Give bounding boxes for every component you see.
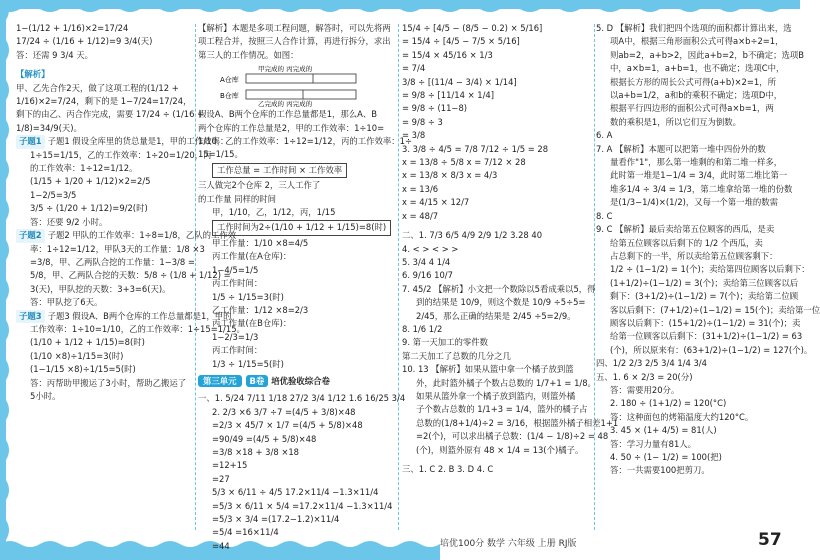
text-line: 【解析】本题是多项工程问题，解答时，可以先将两 bbox=[198, 23, 391, 33]
text-line: x = 13/8 ÷ 5/8 x = 7/12 × 28 bbox=[402, 157, 526, 168]
text-line: 到的结果是 10/9，则这个数是 10/9 ÷5÷5= bbox=[416, 297, 586, 308]
text-line: 3/5 ÷ (1/20 + 1/12)=9/2(时) bbox=[30, 203, 148, 214]
text-line: 给第五位顾客以后剩下的 1/2 个西瓜，卖 bbox=[610, 237, 763, 248]
text-line: 5/3 × 6/11 ÷ 4/5 17.2×11/4 −1.3×11/4 bbox=[212, 487, 379, 498]
text-line: 2/45，那么正确的结果是 2/45 ÷5=2/9。 bbox=[416, 310, 576, 321]
text-line: 15/4 ÷ [4/5 − (8/5 − 0.2) × 5/16] bbox=[402, 23, 543, 33]
text-line: 四、1/2 2/3 2/5 3/4 1/4 3/4 bbox=[596, 358, 707, 369]
text-line: 丙工作时间： bbox=[212, 278, 263, 289]
column-2 bbox=[198, 22, 412, 553]
text-line: 1/10，乙的工作效率：1÷12=1/12，丙的工作效率：1÷ bbox=[198, 136, 412, 147]
text-line: = 9/8 ÷ (11−8) bbox=[402, 103, 468, 114]
text-line: x = 48/7 bbox=[402, 210, 439, 221]
text-line: 答：这种面包的烤箱温度大约120°C。 bbox=[610, 411, 754, 422]
page-number: 57 bbox=[758, 530, 782, 550]
text-line: 答：还需 9 3/4 天。 bbox=[16, 49, 94, 60]
text-line: 3/8 ÷ [(11/4 − 3/4) × 1/14] bbox=[402, 76, 517, 87]
text-line: 答：还要 9/2 小时。 bbox=[30, 216, 108, 227]
text-line: 9. 第一天加工的零件数 bbox=[402, 337, 489, 348]
text-line: = 3/8 bbox=[402, 130, 426, 141]
text-line: 答：学习力量有81人。 bbox=[610, 438, 697, 449]
text-line: 剩下：(3+1/2)÷(1−1/2) = 7(个)；卖给第二位顾 bbox=[610, 291, 799, 302]
text-line: =90/49 =(4/5 + 5/8)×48 bbox=[212, 433, 317, 444]
text-line: (1/10 + 1/12 + 1/15)=8(时) bbox=[30, 337, 145, 348]
text-line: 答：需要用20分。 bbox=[610, 384, 680, 395]
text-line: 甲，1/10，乙，1/12，丙，1/15 bbox=[212, 207, 336, 218]
text-line: = 9/8 ÷ [11/14 × 1/4] bbox=[402, 90, 494, 101]
text-line: x = 4/15 × 12/7 bbox=[402, 197, 470, 208]
paper-label: B卷 bbox=[246, 375, 269, 387]
time-box: 工作时间为2÷(1/10 + 1/12 + 1/15)=8(时) bbox=[212, 220, 391, 235]
subproblem-tag: 子题1 bbox=[16, 135, 45, 148]
text-line: 总数的(1/8+1/4)÷2 = 3/16，根据篮外橘子相差1+1 bbox=[416, 417, 619, 428]
column-4 bbox=[596, 22, 820, 478]
text-line: 9. C 【解析】最后卖给第五位顾客的西瓜，是卖 bbox=[596, 224, 775, 235]
diagram-label-b: B仓库 bbox=[220, 92, 239, 101]
text-line: 是(1/3−1/4)×(1/2)，又每一个第一堆的数需 bbox=[610, 197, 779, 208]
text-line: = 15/4 × 45/16 × 1/3 bbox=[402, 49, 493, 60]
text-line: =3/8，甲、乙两队合挖的工作量：1−3/8 = bbox=[30, 256, 195, 267]
text-line: (1−1/15 ×8)÷1/15=5(时) bbox=[30, 364, 136, 375]
text-line: 项工程合并，按照三人合作计算，再进行拆分，求出 bbox=[198, 36, 391, 47]
text-line: 答：一共需要100把剪刀。 bbox=[610, 465, 710, 476]
text-line: 5. 3/4 4 1/4 bbox=[402, 256, 451, 267]
formula-box: 工作总量 = 工作时间 × 工作效率 bbox=[212, 163, 347, 178]
text-line: 根据平行四边形的面积公式可得a×b=1，两 bbox=[610, 103, 774, 114]
text-line: =44 bbox=[212, 540, 230, 551]
text-line: 中，a×b=1，a+b=1，也不确定；选项C中， bbox=[610, 63, 785, 74]
text-line: 7. 45/2 【解析】小文把一个数除以5看成乘以5，得 bbox=[402, 283, 596, 294]
text-line: 7. A 【解析】本题可以把第一堆中四份外的数 bbox=[596, 143, 766, 154]
text-line: (1/10 ×8)÷1/15=3(时) bbox=[30, 350, 124, 361]
text-line: 答：丙帮助甲搬运了3小时，帮助乙搬运了 bbox=[30, 377, 187, 388]
text-line: (1/15 + 1/20 + 1/12)×2=2/5 bbox=[30, 176, 151, 187]
text-line: 1/3 ÷ 1/15=5(时) bbox=[212, 358, 284, 369]
text-line: 一、1. 5/24 7/11 1/18 27/2 3/4 1/12 1.6 16/25 3/4 bbox=[198, 393, 406, 404]
text-line: 5. D 【解析】我们把四个选项的面积都计算出来，选 bbox=[596, 23, 792, 33]
text-line: 2. 180 ÷ (1+1/2) = 120(°C) bbox=[610, 398, 727, 409]
text-line: 客以后剩下：(7+1/2)÷(1−1/2) = 15(个)；卖给第一位 bbox=[610, 304, 820, 315]
text-line: =5/3 × 6/11 × 5/4 =17.2×11/4 −1.3×11/4 bbox=[212, 500, 393, 511]
text-line: 项A中，根据三角形面积公式可得a×b÷2=1， bbox=[610, 36, 784, 47]
text-line: 15=1/15。 bbox=[198, 149, 243, 160]
subproblem-tag: 子题2 bbox=[16, 229, 45, 242]
text-line: 的工作效率：1÷12=1/12。 bbox=[30, 163, 138, 174]
text-line: 三、1. C 2. B 3. D 4. C bbox=[402, 464, 494, 474]
subproblem-1: 子题1 子题1 假设全库里的货总量是1，甲的工作效率： bbox=[16, 135, 192, 148]
text-line: 以a+b=1/2，a和b的乘积不确定；选项D中， bbox=[610, 90, 783, 101]
text-line: 1−4/5=1/5 bbox=[212, 264, 259, 275]
warehouse-diagram bbox=[218, 64, 368, 109]
subproblem-2: 子题2 子题2 甲队的工作效率：1÷8=1/8，乙队的工作效 bbox=[16, 229, 192, 242]
text-line: 则ab=2，a+b>2，因此a+b=2，b不确定；选项B bbox=[610, 49, 804, 60]
text-line: =12+15 bbox=[212, 460, 248, 471]
text-line: 4. 50 ÷ (1− 1/2) = 100(把) bbox=[610, 452, 722, 462]
text-line: 此时第一堆是1−1/4 = 3/4，此时第二堆比第一 bbox=[610, 170, 788, 181]
text-line: 子个数占总数的 1/1+3 = 1/4，篮外的橘子占 bbox=[416, 404, 588, 415]
text-line: 1/16)×2=7/24，剩下的是 1−7/24=17/24， bbox=[16, 96, 192, 107]
book-footer: 培优100分 数学 六年级 上册 RJ版 bbox=[440, 539, 577, 549]
text-line: =5/4 =16×11/4 bbox=[212, 527, 279, 538]
text-line: 工作效率：1÷10=1/10，乙的工作效率：1÷15=1/15。 bbox=[30, 323, 245, 334]
text-line: 5/8，甲、乙两队合挖的天数：5/8 ÷ (1/8 + 1/12) = bbox=[30, 270, 231, 281]
text-line: =2(个)，可以求出橘子总数：(1/4 − 1/8)÷2 = 48 bbox=[416, 431, 609, 442]
text-line: =3/8 ×18 + 3/8 ×18 bbox=[212, 446, 299, 457]
text-line: 量看作"1"，那么第一堆剩的和第二堆一样多， bbox=[610, 157, 783, 168]
subproblem-3: 子题3 子题3 假设A、B两个仓库的工作总量都是1，甲的 bbox=[16, 310, 192, 323]
paper-title: 培优验收综合卷 bbox=[271, 375, 330, 386]
diagram-label-top: 甲完成的 丙完成的 bbox=[258, 65, 313, 74]
text-line: 顾客以后剩下：(15+1/2)÷(1−1/2) = 31(个)；卖 bbox=[610, 317, 801, 328]
text-line: 5小时。 bbox=[30, 390, 61, 401]
text-line: 丙工作量(在B仓库)： bbox=[212, 318, 292, 329]
text-line: 6. 9/16 10/7 bbox=[402, 270, 453, 281]
diagram-label-a: A仓库 bbox=[220, 76, 239, 85]
text-line: 二、1. 7/3 6/5 4/9 2/9 1/2 3.28 40 bbox=[402, 230, 543, 241]
text-line: 三人做完2个仓库 2，三人工作了 bbox=[198, 180, 321, 191]
text-line: 1−2/5=3/5 bbox=[30, 189, 77, 200]
text-line: =2/3 × 45/7 × 1/7 =(4/5 + 5/8)×48 bbox=[212, 420, 363, 431]
subproblem-tag: 子题3 bbox=[16, 310, 45, 323]
text-line: 率：1÷12=1/12，甲队3天的工作量：1/8 ×3 bbox=[30, 243, 205, 254]
wave-border-top bbox=[0, 0, 800, 16]
text-line: 给第一位顾客以后剩下：(31+1/2)÷(1−1/2) = 63 bbox=[610, 331, 803, 342]
text-line: 3. 45 × (1+ 4/5) = 81(人) bbox=[610, 425, 717, 436]
unit-label: 第三单元 bbox=[198, 375, 242, 387]
text-line: 丙工作时间： bbox=[212, 345, 263, 356]
text-line: 剩下的由乙、丙合作完成，需要 17/24 ÷ (1/16 + bbox=[16, 109, 205, 120]
text-line: 17/24 ÷ (1/16 + 1/12)=9 3/4(天) bbox=[16, 36, 153, 47]
text-line: =5/3 × 3/4 =(17.2−1.2)×11/4 bbox=[212, 514, 340, 524]
text-line: 甲工作量：1/10 ×8=4/5 bbox=[212, 237, 309, 248]
text-line: 假设A、B两个仓库的工作总量都是1，那么A、B bbox=[198, 109, 378, 120]
text-line: 1−2/3=1/3 bbox=[212, 331, 259, 342]
text-line: 根据长方形的周长公式可得(a+b)×2=1，所 bbox=[610, 76, 776, 87]
text-line: = 15/4 ÷ [4/5 − 7/5 × 5/16] bbox=[402, 36, 520, 47]
wave-border-bottom bbox=[0, 534, 800, 560]
text-line: (个)，则篮外原有 48 × 1/4 = 13(个)橘子。 bbox=[416, 444, 584, 455]
text-line: 6. A bbox=[596, 130, 613, 141]
text-line: 1/8)=34/9(天)。 bbox=[16, 122, 82, 133]
text-line: x = 13/8 × 8/3 x = 4/3 bbox=[402, 170, 498, 181]
text-line: 堆多1/4 ÷ 3/4 = 1/3，第二堆拿给第一堆的份数 bbox=[610, 183, 793, 194]
wave-border-left bbox=[0, 0, 14, 560]
text-line: (个)，所以原来有：(63+1/2)÷(1−1/2) = 127(个)。 bbox=[610, 344, 813, 355]
text-line: 乙工作量：1/12 ×8=2/3 bbox=[212, 304, 309, 315]
text-line: 甲、乙先合作2天，做了这项工程的(1/12 + bbox=[16, 82, 179, 93]
text-line: 的工作量 同样的时间 bbox=[198, 193, 277, 204]
analysis-tag: 【解析】 bbox=[16, 69, 50, 80]
text-line: 3. 3/8 ÷ 4/5 = 7/8 7/12 ÷ 1/5 = 28 bbox=[402, 143, 549, 154]
unit-header bbox=[198, 375, 394, 388]
diagram-label-bottom: 乙完成的 丙完成的 bbox=[258, 100, 313, 109]
text-line: 第二天加工了总数的几分之几 bbox=[402, 350, 511, 361]
column-divider bbox=[398, 24, 399, 530]
text-line: =27 bbox=[212, 473, 230, 484]
text-line: 第三人的工作情况。如图： bbox=[198, 49, 299, 60]
text-line: = 7/4 bbox=[402, 63, 426, 74]
text-line: 1÷15=1/15，乙的工作效率：1÷20=1/20，丙 bbox=[30, 149, 212, 160]
text-line: 10. 13 【解析】如果从篮中拿一个橘子放到篮 bbox=[402, 364, 574, 375]
text-line: (1+1/2)÷(1−1/2) = 3(个)；卖给第三位顾客以后 bbox=[610, 277, 799, 288]
text-line: 如果从篮外拿一个橘子放到篮内，则篮外橘 bbox=[416, 390, 576, 401]
text-line: 答：甲队挖了6天。 bbox=[30, 297, 103, 308]
text-line: 2. 2/3 ×6 3/7 ÷7 =(4/5 + 3/8)×48 bbox=[212, 406, 356, 417]
text-line: 丙工作量(在A仓库)： bbox=[212, 251, 292, 262]
text-line: 两个仓库的工作总量是2，甲的工作效率：1÷10= bbox=[198, 122, 385, 133]
text-line: 占总剩下的一半，所以卖给第五位顾客剩下： bbox=[610, 250, 778, 261]
text-line: = 9/8 ÷ 3 bbox=[402, 116, 443, 127]
text-line: 3(天)，甲队挖的天数：3+3=6(天)。 bbox=[30, 283, 171, 294]
text-line: 五、1. 6 × 2/3 = 20(分) bbox=[596, 371, 693, 382]
text-line: 8. C bbox=[596, 210, 613, 221]
column-divider bbox=[594, 24, 595, 530]
text-line: 外，此时篮外橘子个数占总数的 1/7+1 = 1/8。 bbox=[416, 377, 596, 388]
text-line: 1/5 ÷ 1/15=3(时) bbox=[212, 291, 284, 302]
text-line: 1−(1/12 + 1/16)×2=17/24 bbox=[16, 23, 129, 33]
text-line: x = 13/6 bbox=[402, 183, 439, 194]
text-line: 数的乘积是1，所以它们互为倒数。 bbox=[610, 116, 741, 127]
text-line: 1/2 ÷ (1−1/2) = 1(个)；卖给第四位顾客以后剩下： bbox=[610, 264, 810, 275]
text-line: 8. 1/6 1/2 bbox=[402, 323, 443, 334]
text-line: 4. < > < > > bbox=[402, 243, 459, 254]
